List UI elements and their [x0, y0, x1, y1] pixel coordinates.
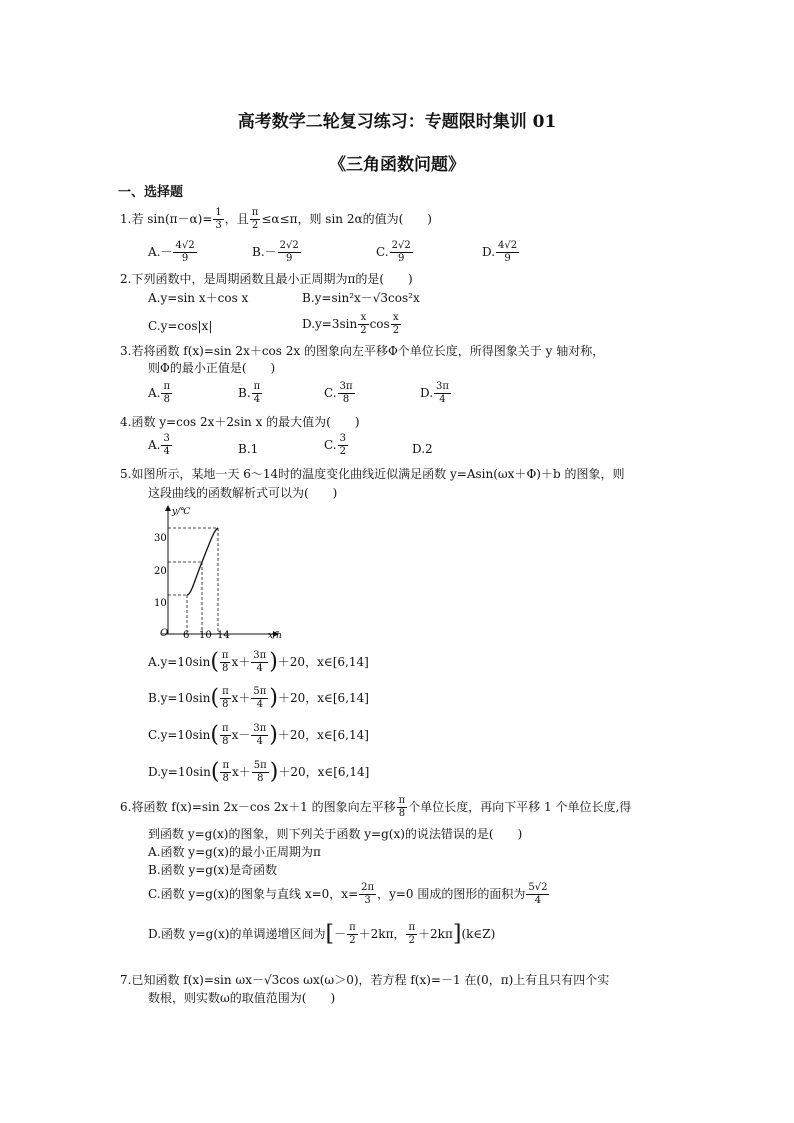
page-title: 高考数学二轮复习练习：专题限时集训 01 [237, 112, 557, 132]
section-heading: 一、选择题 [118, 185, 184, 200]
question-7-stem-2: 数根，则实数ω的取值范围为( ) [148, 991, 336, 1005]
question-6-option-d: D.函数 y=g(x)的单调递增区间为[－ $\frac{\pi}{2}$ ＋2kπ， $\frac{\pi}{2}$ ＋2kπ](k∈Z) [148, 921, 496, 947]
question-5-stem-2: 这段曲线的函数解析式可以为( ) [148, 486, 338, 500]
graph-xtick-10: 10 [199, 630, 212, 641]
question-7-stem-1: 7.已知函数 f(x)=sin ωx－√3cos ωx(ω＞0)，若方程 f(x)=－1 在(0，π)上有且只有四个实 [120, 973, 610, 987]
question-2-option-d: D.y=3sin $\frac{x}{2}$ cos $\frac{x}{2}$ [302, 312, 400, 336]
graph-xtick-14: 14 [217, 630, 230, 641]
question-4-option-d: D.2 [412, 442, 433, 456]
question-4-option-c: C. $\frac{3}{2}$ [324, 433, 346, 457]
question-6-stem-2: 到函数 y=g(x)的图象，则下列关于函数 y=g(x)的说法错误的是( ) [148, 827, 523, 841]
question-3-option-a: A. $\frac{\pi}{8}$ [148, 381, 171, 405]
graph-guide-lines [168, 528, 218, 634]
question-6-stem-1: 6.将函数 f(x)=sin 2x－cos 2x＋1 的图象向左平移 $\frac{\pi}{8}$ 个单位长度，再向下平移 1 个单位长度,得 [120, 795, 632, 819]
question-3-option-b: B. $\frac{\pi}{4}$ [238, 381, 261, 405]
question-2-stem: 2.下列函数中，是周期函数且最小正周期为π的是( ) [120, 272, 413, 286]
question-1-stem: 1.若 sin(π－α)= $\frac{1}{3}$ ，且 $\frac{\pi}{2}$ ≤α≤π，则 sin 2α的值为( ) [120, 207, 432, 231]
question-1-option-c: C. $\frac{2√2}{9}$ [376, 240, 411, 264]
question-4-option-b: B.1 [238, 442, 259, 456]
question-5-option-b: B.y=10sin( $\frac{\pi}{8}$ x＋ $\frac{5\pi}{4}$ )＋20，x∈[6,14] [148, 685, 369, 711]
graph-xtick-6: 6 [183, 630, 190, 641]
graph-ytick-20: 20 [154, 566, 167, 577]
question-2-option-b: B.y=sin²x－√3cos²x [302, 291, 420, 305]
graph-x-label: x/h [268, 631, 282, 641]
question-2-option-c: C.y=cos|x| [148, 319, 213, 333]
page-subtitle: 《三角函数问题》 [329, 155, 465, 175]
question-1-option-a: A.－ $\frac{4√2}{9}$ [148, 240, 195, 264]
question-3-stem-2: 则Φ的最小正值是( ) [148, 361, 276, 375]
graph-curve [187, 528, 218, 595]
temperature-graph [148, 502, 298, 644]
question-3-option-c: C. $\frac{3\pi}{8}$ [324, 381, 353, 405]
question-5-option-c: C.y=10sin( $\frac{\pi}{8}$ x－ $\frac{3\pi}{4}$ )＋20，x∈[6,14] [148, 722, 369, 748]
graph-y-label: y/℃ [172, 507, 191, 517]
question-5-option-d: D.y=10sin( $\frac{\pi}{8}$ x＋ $\frac{5\pi}{8}$ )＋20，x∈[6,14] [148, 759, 370, 785]
question-6-option-a: A.函数 y=g(x)的最小正周期为π [148, 845, 321, 859]
question-4-stem: 4.函数 y=cos 2x＋2sin x 的最大值为( ) [120, 415, 360, 429]
question-1-option-b: B.－ $\frac{2√2}{9}$ [252, 240, 299, 264]
question-2-option-a: A.y=sin x＋cos x [148, 291, 249, 305]
question-1-option-d: D. $\frac{4√2}{9}$ [482, 240, 518, 264]
graph-ytick-10: 10 [154, 598, 167, 609]
graph-origin: O [160, 628, 169, 639]
question-6-option-c: C.函数 y=g(x)的图象与直线 x=0，x= $\frac{2\pi}{3}$ ，y=0 围成的图形的面积为 $\frac{5√2}{4}$ [148, 882, 548, 906]
graph-ytick-30: 30 [154, 533, 167, 544]
question-4-option-a: A. $\frac{3}{4}$ [148, 433, 170, 457]
question-3-option-d: D. $\frac{3\pi}{4}$ [420, 381, 449, 405]
question-6-option-b: B.函数 y=g(x)是奇函数 [148, 863, 278, 877]
question-5-option-a: A.y=10sin( $\frac{\pi}{8}$ x＋ $\frac{3\pi}{4}$ )＋20，x∈[6,14] [148, 649, 369, 675]
question-5-stem-1: 5.如图所示，某地一天 6～14时的温度变化曲线近似满足函数 y=Asin(ωx＋Φ)＋b 的图象，则 [120, 467, 625, 481]
question-3-stem-1: 3.若将函数 f(x)=sin 2x＋cos 2x 的图象向左平移Φ个单位长度，所得图象关于 y 轴对称， [120, 344, 605, 358]
